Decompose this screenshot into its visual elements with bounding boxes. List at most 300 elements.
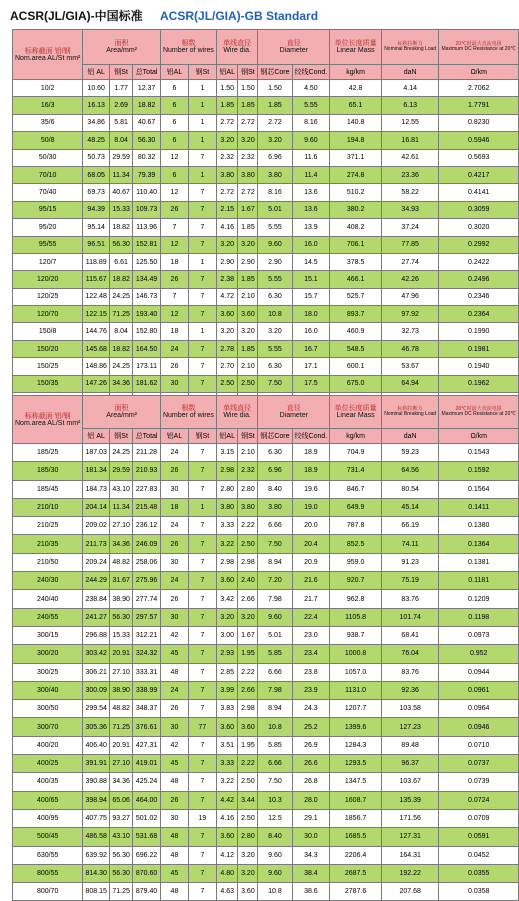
wire-dia-al-cell: 3.33	[216, 755, 238, 773]
breaking-load-cell: 37.24	[381, 219, 438, 236]
linear-mass-cell: 1105.8	[330, 608, 382, 626]
breaking-load-cell: 135.39	[381, 791, 438, 809]
table-row	[13, 498, 519, 516]
wires-al-cell: 48	[160, 846, 188, 864]
nom-area-cell: 150/20	[13, 340, 83, 357]
area-st-cell: 56.30	[110, 608, 133, 626]
linear-mass-cell: 2787.6	[330, 883, 382, 901]
area-total-cell: 376.61	[133, 718, 161, 736]
wire-dia-st-cell: 2.10	[238, 444, 258, 462]
title-cn: ACSR(JL/GIA)-中国标准	[10, 9, 143, 23]
wire-dia-st-cell: 2.10	[238, 358, 258, 375]
linear-mass-cell: 920.7	[330, 572, 382, 590]
wire-dia-st-cell: 2.80	[238, 828, 258, 846]
wires-st-cell: 7	[188, 201, 216, 218]
dia-core-cell: 8.94	[258, 553, 292, 571]
dc-resistance-cell: 0.0355	[439, 864, 519, 882]
breaking-load-cell: 75.19	[381, 572, 438, 590]
dia-cond-cell: 14.5	[292, 253, 330, 270]
area-st-cell: 24.25	[110, 358, 133, 375]
dc-resistance-cell: 0.1209	[439, 590, 519, 608]
dia-cond-cell: 5.55	[292, 97, 330, 114]
breaking-load-cell: 164.31	[381, 846, 438, 864]
dc-resistance-cell: 0.952	[439, 645, 519, 663]
table-row	[13, 700, 519, 718]
area-st-cell: 65.06	[110, 791, 133, 809]
dia-core-cell: 6.30	[258, 288, 292, 305]
dc-resistance-cell: 0.4141	[439, 184, 519, 201]
dia-core-cell: 7.50	[258, 535, 292, 553]
table-row	[13, 219, 519, 236]
area-total-cell: 227.83	[133, 480, 161, 498]
area-al-cell: 147.26	[83, 375, 110, 392]
wires-al-cell: 30	[160, 480, 188, 498]
area-total-cell: 236.12	[133, 517, 161, 535]
sub-total: 总Total	[133, 429, 161, 444]
dia-cond-cell: 19.0	[292, 498, 330, 516]
nom-area-cell: 240/30	[13, 572, 83, 590]
wires-al-cell: 26	[160, 358, 188, 375]
breaking-load-cell: 80.54	[381, 480, 438, 498]
break-header: 标称拉断力 Nominal Breaking Load	[381, 396, 438, 429]
nom-area-cell: 95/20	[13, 219, 83, 236]
sub-mass-unit: kg/km	[330, 65, 382, 80]
table-row	[13, 517, 519, 535]
dc-resistance-cell: 0.1380	[439, 517, 519, 535]
area-total-cell: 419.01	[133, 755, 161, 773]
area-st-cell: 43.10	[110, 828, 133, 846]
wire-dia-st-cell: 3.20	[238, 323, 258, 340]
area-al-cell: 184.73	[83, 480, 110, 498]
table-row	[13, 572, 519, 590]
area-al-cell: 406.40	[83, 736, 110, 754]
breaking-load-cell: 58.22	[381, 184, 438, 201]
nom-area-cell: 10/2	[13, 80, 83, 97]
wires-al-cell: 26	[160, 590, 188, 608]
nom-area-cell: 120/70	[13, 306, 83, 323]
nom-area-cell: 150/35	[13, 375, 83, 392]
wire-dia-al-cell: 2.72	[216, 184, 238, 201]
resist-header: 20℃时最大直流电阻 Maximum DC Resistance at 20℃	[439, 30, 519, 65]
linear-mass-cell: 525.7	[330, 288, 382, 305]
sub-wire-st: 钢St	[188, 65, 216, 80]
dc-resistance-cell: 0.0709	[439, 809, 519, 827]
breaking-load-cell: 77.85	[381, 236, 438, 253]
wires-header: 根数 Number of wires	[160, 396, 216, 429]
dia-core-cell: 5.85	[258, 645, 292, 663]
wires-st-cell: 7	[188, 184, 216, 201]
linear-mass-cell: 938.7	[330, 626, 382, 644]
dia-cond-cell: 17.1	[292, 358, 330, 375]
area-total-cell: 164.50	[133, 340, 161, 357]
area-st-cell: 27.10	[110, 517, 133, 535]
table-row	[13, 132, 519, 149]
area-al-cell: 238.84	[83, 590, 110, 608]
sub-core: 钢芯Core	[258, 65, 292, 80]
wire-dia-st-cell: 2.72	[238, 184, 258, 201]
dia-core-cell: 10.8	[258, 306, 292, 323]
dia-core-cell: 2.72	[258, 114, 292, 131]
wire-dia-st-cell: 3.20	[238, 132, 258, 149]
wire-dia-al-cell: 2.85	[216, 663, 238, 681]
nom-area-cell: 400/25	[13, 755, 83, 773]
linear-mass-cell: 466.1	[330, 271, 382, 288]
sub-core: 钢芯Core	[258, 429, 292, 444]
wires-st-cell: 1	[188, 80, 216, 97]
area-st-cell: 34.36	[110, 535, 133, 553]
wires-st-cell: 7	[188, 626, 216, 644]
dc-resistance-cell: 0.3020	[439, 219, 519, 236]
dia-cond-cell: 26.8	[292, 773, 330, 791]
area-total-cell: 275.96	[133, 572, 161, 590]
wires-st-cell: 7	[188, 663, 216, 681]
dia-core-cell: 8.40	[258, 828, 292, 846]
wire-dia-al-cell: 2.72	[216, 114, 238, 131]
area-st-cell: 34.36	[110, 375, 133, 392]
wires-st-cell: 7	[188, 271, 216, 288]
area-al-cell: 148.86	[83, 358, 110, 375]
breaking-load-cell: 101.74	[381, 608, 438, 626]
nom-area-cell: 500/45	[13, 828, 83, 846]
wire-dia-al-cell: 2.93	[216, 645, 238, 663]
nom-area-cell: 210/10	[13, 498, 83, 516]
area-st-cell: 5.81	[110, 114, 133, 131]
breaking-load-cell: 92.36	[381, 681, 438, 699]
wire-dia-al-cell: 3.42	[216, 590, 238, 608]
table-row	[13, 236, 519, 253]
nom-area-cell: 400/35	[13, 773, 83, 791]
table-row	[13, 480, 519, 498]
area-st-cell: 34.36	[110, 773, 133, 791]
dia-core-cell: 5.85	[258, 736, 292, 754]
breaking-load-cell: 89.48	[381, 736, 438, 754]
dia-cond-cell: 8.16	[292, 114, 330, 131]
dc-resistance-cell: 0.1981	[439, 340, 519, 357]
breaking-load-cell: 53.67	[381, 358, 438, 375]
nom-area-cell: 300/25	[13, 663, 83, 681]
dia-core-cell: 9.60	[258, 236, 292, 253]
area-st-cell: 40.67	[110, 184, 133, 201]
table-row	[13, 828, 519, 846]
area-st-cell: 56.30	[110, 846, 133, 864]
resist-header: 20℃时最大直流电阻 Maximum DC Resistance at 20℃	[439, 396, 519, 429]
wires-al-cell: 24	[160, 572, 188, 590]
linear-mass-cell: 731.4	[330, 462, 382, 480]
wire-dia-al-cell: 4.12	[216, 846, 238, 864]
table-row	[13, 608, 519, 626]
nom-area-cell: 70/10	[13, 166, 83, 183]
wires-st-cell: 77	[188, 718, 216, 736]
area-al-cell: 486.58	[83, 828, 110, 846]
dia-core-cell: 8.40	[258, 480, 292, 498]
wires-al-cell: 24	[160, 444, 188, 462]
wires-al-cell: 45	[160, 645, 188, 663]
area-st-cell: 11.34	[110, 166, 133, 183]
nom-area-header: 标称截面 铝/钢 Nom.area AL/St mm²	[13, 30, 83, 80]
area-total-cell: 277.74	[133, 590, 161, 608]
wires-al-cell: 48	[160, 883, 188, 901]
wire-dia-al-cell: 2.50	[216, 375, 238, 392]
dia-core-cell: 3.20	[258, 323, 292, 340]
breaking-load-cell: 83.76	[381, 663, 438, 681]
dia-core-cell: 6.30	[258, 358, 292, 375]
break-header: 标称拉断力 Nominal Breaking Load	[381, 30, 438, 65]
wires-st-cell: 7	[188, 219, 216, 236]
area-total-cell: 215.48	[133, 498, 161, 516]
dc-resistance-cell: 0.1564	[439, 480, 519, 498]
wire-dia-st-cell: 2.80	[238, 480, 258, 498]
area-total-cell: 210.93	[133, 462, 161, 480]
breaking-load-cell: 76.04	[381, 645, 438, 663]
dc-resistance-cell: 0.0710	[439, 736, 519, 754]
area-total-cell: 870.60	[133, 864, 161, 882]
nom-area-cell: 800/70	[13, 883, 83, 901]
nom-area-cell: 240/55	[13, 608, 83, 626]
dia-core-cell: 8.16	[258, 184, 292, 201]
nom-area-cell: 120/25	[13, 288, 83, 305]
nom-area-cell: 300/50	[13, 700, 83, 718]
spec-table-1-body	[13, 80, 519, 410]
page-title	[10, 7, 318, 25]
dc-resistance-cell: 0.2422	[439, 253, 519, 270]
wires-al-cell: 12	[160, 149, 188, 166]
wire-dia-al-cell: 4.16	[216, 219, 238, 236]
wire-dia-al-cell: 3.83	[216, 700, 238, 718]
dia-cond-cell: 19.6	[292, 480, 330, 498]
wires-al-cell: 30	[160, 553, 188, 571]
area-st-cell: 31.67	[110, 572, 133, 590]
wire-dia-al-cell: 3.20	[216, 132, 238, 149]
area-st-cell: 71.25	[110, 306, 133, 323]
wire-dia-header: 单线直径 Wire dia.	[216, 30, 257, 65]
nom-area-cell: 400/20	[13, 736, 83, 754]
wire-dia-st-cell: 2.32	[238, 149, 258, 166]
area-total-cell: 258.06	[133, 553, 161, 571]
breaking-load-cell: 47.96	[381, 288, 438, 305]
dc-resistance-cell: 0.4217	[439, 166, 519, 183]
area-al-cell: 303.42	[83, 645, 110, 663]
linear-mass-cell: 1608.7	[330, 791, 382, 809]
dc-resistance-cell: 0.8230	[439, 114, 519, 131]
dia-cond-cell: 15.7	[292, 288, 330, 305]
dc-resistance-cell: 0.2346	[439, 288, 519, 305]
area-total-cell: 531.68	[133, 828, 161, 846]
nom-area-cell: 50/8	[13, 132, 83, 149]
wire-dia-al-cell: 3.20	[216, 236, 238, 253]
dc-resistance-cell: 0.0961	[439, 681, 519, 699]
breaking-load-cell: 66.19	[381, 517, 438, 535]
area-total-cell: 348.37	[133, 700, 161, 718]
nom-area-cell: 150/8	[13, 323, 83, 340]
area-total-cell: 425.24	[133, 773, 161, 791]
dia-core-cell: 7.98	[258, 590, 292, 608]
area-al-cell: 204.14	[83, 498, 110, 516]
dia-cond-cell: 23.8	[292, 663, 330, 681]
table-row	[13, 201, 519, 218]
dia-cond-cell: 20.4	[292, 535, 330, 553]
dia-core-cell: 5.55	[258, 271, 292, 288]
wires-al-cell: 6	[160, 132, 188, 149]
nom-area-cell: 400/65	[13, 791, 83, 809]
dia-core-cell: 2.90	[258, 253, 292, 270]
area-st-cell: 15.33	[110, 626, 133, 644]
wires-st-cell: 7	[188, 517, 216, 535]
wires-al-cell: 30	[160, 718, 188, 736]
wire-dia-st-cell: 2.22	[238, 663, 258, 681]
nom-area-header: 标称截面 铝/钢 Nom.area AL/St mm²	[13, 396, 83, 444]
wire-dia-st-cell: 2.50	[238, 535, 258, 553]
sub-wire-al: 铝AL	[160, 65, 188, 80]
area-al-cell: 50.73	[83, 149, 110, 166]
wires-st-cell: 7	[188, 608, 216, 626]
wire-dia-st-cell: 2.66	[238, 681, 258, 699]
dc-resistance-cell: 0.1940	[439, 358, 519, 375]
area-total-cell: 113.96	[133, 219, 161, 236]
dia-cond-cell: 13.6	[292, 201, 330, 218]
wires-st-cell: 1	[188, 132, 216, 149]
dia-cond-cell: 25.2	[292, 718, 330, 736]
linear-mass-cell: 1207.7	[330, 700, 382, 718]
dc-resistance-cell: 2.7062	[439, 80, 519, 97]
sub-break-unit: daN	[381, 65, 438, 80]
wire-dia-st-cell: 1.95	[238, 645, 258, 663]
table-row	[13, 184, 519, 201]
dc-resistance-cell: 0.1592	[439, 462, 519, 480]
dia-core-cell: 1.85	[258, 97, 292, 114]
nom-area-cell: 400/95	[13, 809, 83, 827]
area-al-cell: 96.51	[83, 236, 110, 253]
wire-dia-st-cell: 2.72	[238, 114, 258, 131]
nom-area-cell: 300/20	[13, 645, 83, 663]
table-row	[13, 553, 519, 571]
wire-dia-st-cell: 3.60	[238, 718, 258, 736]
dia-cond-cell: 9.60	[292, 132, 330, 149]
area-total-cell: 696.22	[133, 846, 161, 864]
wire-dia-st-cell: 1.67	[238, 626, 258, 644]
wires-st-cell: 7	[188, 828, 216, 846]
nom-area-cell: 185/30	[13, 462, 83, 480]
area-st-cell: 38.90	[110, 590, 133, 608]
wire-dia-al-cell: 4.42	[216, 791, 238, 809]
wires-al-cell: 6	[160, 97, 188, 114]
wires-st-cell: 7	[188, 590, 216, 608]
wires-st-cell: 7	[188, 755, 216, 773]
dia-core-cell: 6.96	[258, 149, 292, 166]
area-al-cell: 407.75	[83, 809, 110, 827]
wire-dia-al-cell: 2.80	[216, 480, 238, 498]
table-row	[13, 626, 519, 644]
wire-dia-st-cell: 2.22	[238, 755, 258, 773]
breaking-load-cell: 192.22	[381, 864, 438, 882]
wires-al-cell: 26	[160, 271, 188, 288]
nom-area-cell: 95/55	[13, 236, 83, 253]
wires-st-cell: 7	[188, 681, 216, 699]
table-row	[13, 864, 519, 882]
spec-table-1	[12, 29, 519, 410]
area-total-cell: 152.81	[133, 236, 161, 253]
nom-area-cell: 210/25	[13, 517, 83, 535]
wires-st-cell: 1	[188, 114, 216, 131]
table-row	[13, 681, 519, 699]
table-row	[13, 166, 519, 183]
nom-area-cell: 120/20	[13, 271, 83, 288]
dia-core-cell: 5.55	[258, 340, 292, 357]
spec-table-2	[12, 395, 519, 901]
breaking-load-cell: 4.14	[381, 80, 438, 97]
area-al-cell: 296.88	[83, 626, 110, 644]
area-al-cell: 241.27	[83, 608, 110, 626]
nom-area-cell: 35/6	[13, 114, 83, 131]
wire-dia-al-cell: 2.98	[216, 462, 238, 480]
table-row	[13, 846, 519, 864]
wire-dia-st-cell: 1.85	[238, 219, 258, 236]
dia-core-cell: 3.80	[258, 498, 292, 516]
table-row	[13, 288, 519, 305]
breaking-load-cell: 32.73	[381, 323, 438, 340]
nom-area-cell: 300/15	[13, 626, 83, 644]
wire-dia-al-cell: 3.60	[216, 572, 238, 590]
table-row	[13, 755, 519, 773]
wire-dia-st-cell: 1.85	[238, 340, 258, 357]
breaking-load-cell: 34.93	[381, 201, 438, 218]
linear-mass-cell: 408.2	[330, 219, 382, 236]
area-st-cell: 27.10	[110, 663, 133, 681]
area-st-cell: 24.25	[110, 444, 133, 462]
linear-mass-cell: 460.9	[330, 323, 382, 340]
area-al-cell: 48.25	[83, 132, 110, 149]
diameter-header: 直径 Diameter	[258, 30, 330, 65]
wires-st-cell: 7	[188, 375, 216, 392]
breaking-load-cell: 42.26	[381, 271, 438, 288]
area-st-cell: 48.82	[110, 553, 133, 571]
wires-st-cell: 7	[188, 535, 216, 553]
breaking-load-cell: 127.23	[381, 718, 438, 736]
wire-dia-al-cell: 4.80	[216, 864, 238, 882]
breaking-load-cell: 171.56	[381, 809, 438, 827]
breaking-load-cell: 91.23	[381, 553, 438, 571]
area-total-cell: 109.73	[133, 201, 161, 218]
table-row	[13, 340, 519, 357]
sub-al: 铝 AL	[83, 65, 110, 80]
dia-core-cell: 10.8	[258, 718, 292, 736]
linear-mass-cell: 1399.6	[330, 718, 382, 736]
area-al-cell: 390.88	[83, 773, 110, 791]
linear-mass-cell: 787.8	[330, 517, 382, 535]
dc-resistance-cell: 0.0724	[439, 791, 519, 809]
area-total-cell: 181.62	[133, 375, 161, 392]
wire-dia-al-cell: 2.38	[216, 271, 238, 288]
wire-dia-st-cell: 2.98	[238, 553, 258, 571]
wire-dia-al-cell: 3.22	[216, 535, 238, 553]
area-st-cell: 20.91	[110, 645, 133, 663]
wire-dia-al-cell: 2.98	[216, 553, 238, 571]
area-total-cell: 501.02	[133, 809, 161, 827]
sub-mass-unit: kg/km	[330, 429, 382, 444]
wire-dia-al-cell: 3.20	[216, 608, 238, 626]
nom-area-cell: 185/25	[13, 444, 83, 462]
wire-dia-al-cell: 2.15	[216, 201, 238, 218]
wires-al-cell: 48	[160, 773, 188, 791]
dc-resistance-cell: 0.1364	[439, 535, 519, 553]
area-st-cell: 43.10	[110, 480, 133, 498]
wire-dia-st-cell: 2.50	[238, 773, 258, 791]
dia-core-cell: 8.94	[258, 700, 292, 718]
breaking-load-cell: 64.56	[381, 462, 438, 480]
mass-header: 单位长度质量 Linear Mass	[330, 396, 382, 429]
dc-resistance-cell: 0.2364	[439, 306, 519, 323]
linear-mass-cell: 371.1	[330, 149, 382, 166]
area-total-cell: 125.50	[133, 253, 161, 270]
